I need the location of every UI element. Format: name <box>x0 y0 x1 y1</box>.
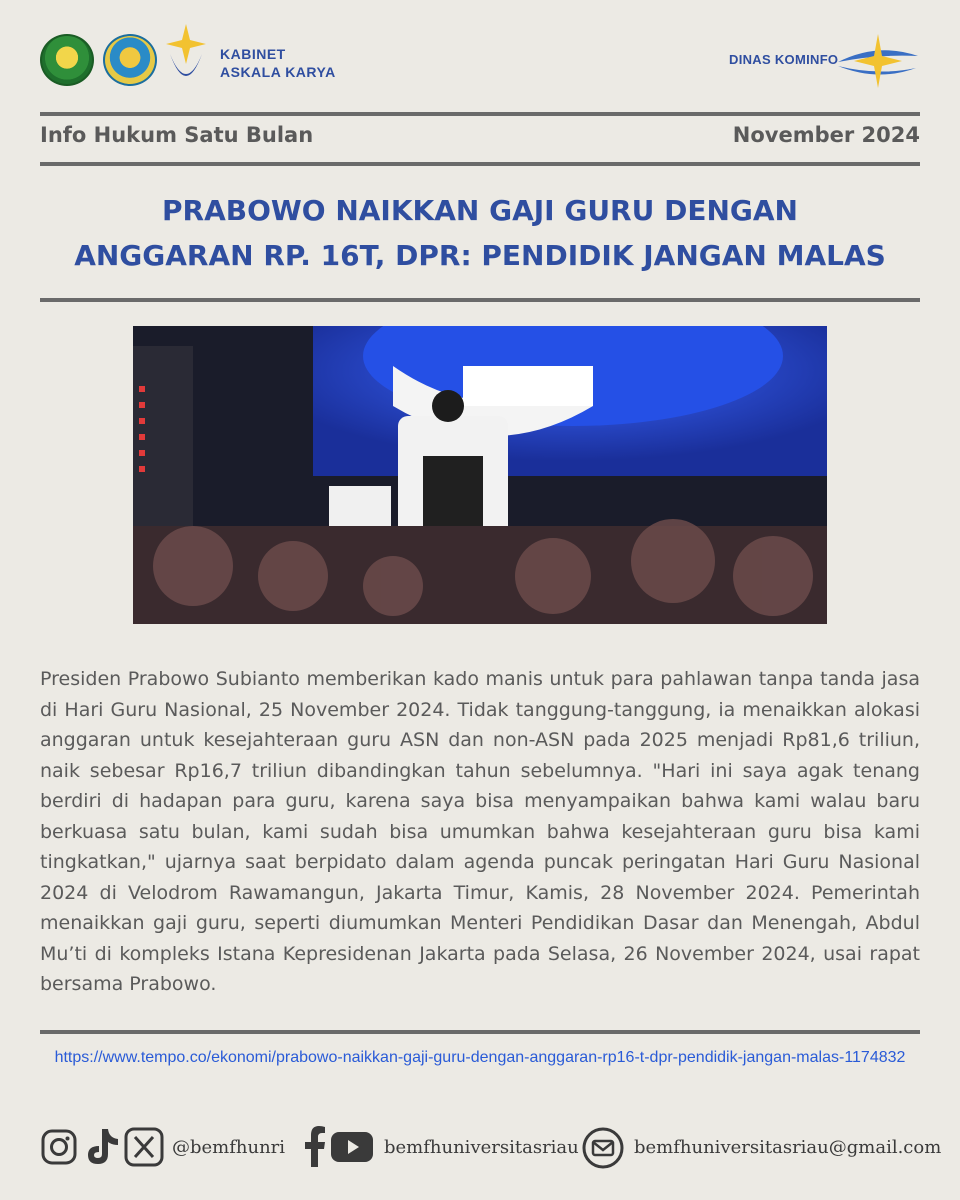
faculty-seal-logo <box>103 34 157 86</box>
article-body: Presiden Prabowo Subianto memberikan kado manis untuk para pahlawan tanpa tanda jasa di Hari Guru Nasional, 25 November 2024. Tidak tanggung-tanggung, ia menaikkan alokasi anggaran untuk kesejahteraan guru ASN dan non-ASN pada 2025 menjadi Rp81,6 triliun, naik sebesar Rp16,7 triliun dibandingkan tahun sebelumnya. "Hari ini saya agak tenang berdiri di hadapan para guru, karena saya bisa menyampaikan bahwa kami walau baru berkuasa satu bulan, kami sudah bisa umumkan bahwa kesejahteraan guru bisa kami tingkatkan," ujarnya saat berpidato dalam agenda puncak peringatan Hari Guru Nasional 2024 di Velodrom Rawamangun, Jakarta Timur, Kamis, 28 November 2024. Pemerintah menaikkan gaji guru, seperti diumumkan Menteri Pendidikan Dasar dan Menengah, Abdul Mu’ti di kompleks Istana Kepresidenan Jakarta pada Selasa, 26 November 2024, usai rapat bersama Prabowo. <box>40 668 920 995</box>
facebook-icon[interactable] <box>304 1125 326 1167</box>
kabinet-name <box>220 45 336 81</box>
kabinet-line1: KABINET <box>220 46 286 62</box>
source-link[interactable]: https://www.tempo.co/ekonomi/prabowo-naikkan-gaji-guru-dengan-anggaran-rp16-t-dpr-pendidik-jangan-malas-1174832 <box>54 1049 906 1066</box>
kabinet-star-logo <box>166 24 206 90</box>
meta-divider <box>40 162 920 166</box>
kabinet-line2: ASKALA KARYA <box>220 64 336 80</box>
kominfo-star-logo <box>836 32 920 90</box>
top-divider <box>40 112 920 116</box>
series-label: Info Hukum Satu Bulan <box>40 123 314 147</box>
news-photo <box>133 326 827 624</box>
x-twitter-icon[interactable] <box>124 1127 164 1167</box>
headline-line1: PRABOWO NAIKKAN GAJI GURU DENGAN <box>162 194 798 227</box>
email-icon[interactable] <box>582 1127 624 1169</box>
footer-divider <box>40 1030 920 1034</box>
youtube-icon[interactable] <box>330 1131 374 1163</box>
article-headline <box>40 188 920 278</box>
headline-divider <box>40 298 920 302</box>
social-handle[interactable]: @bemfhunri <box>172 1137 286 1158</box>
email-address[interactable]: bemfhuniversitasriau@gmail.com <box>634 1137 942 1158</box>
headline-line2: ANGGARAN RP. 16T, DPR: PENDIDIK JANGAN MALAS <box>74 239 886 272</box>
instagram-icon[interactable] <box>40 1128 78 1166</box>
university-seal-logo <box>40 34 94 86</box>
tiktok-icon[interactable] <box>84 1126 120 1168</box>
channel-name[interactable]: bemfhuniversitasriau <box>384 1137 579 1158</box>
dinas-kominfo-label: DINAS KOMINFO <box>729 52 839 67</box>
period-label: November 2024 <box>732 123 920 147</box>
